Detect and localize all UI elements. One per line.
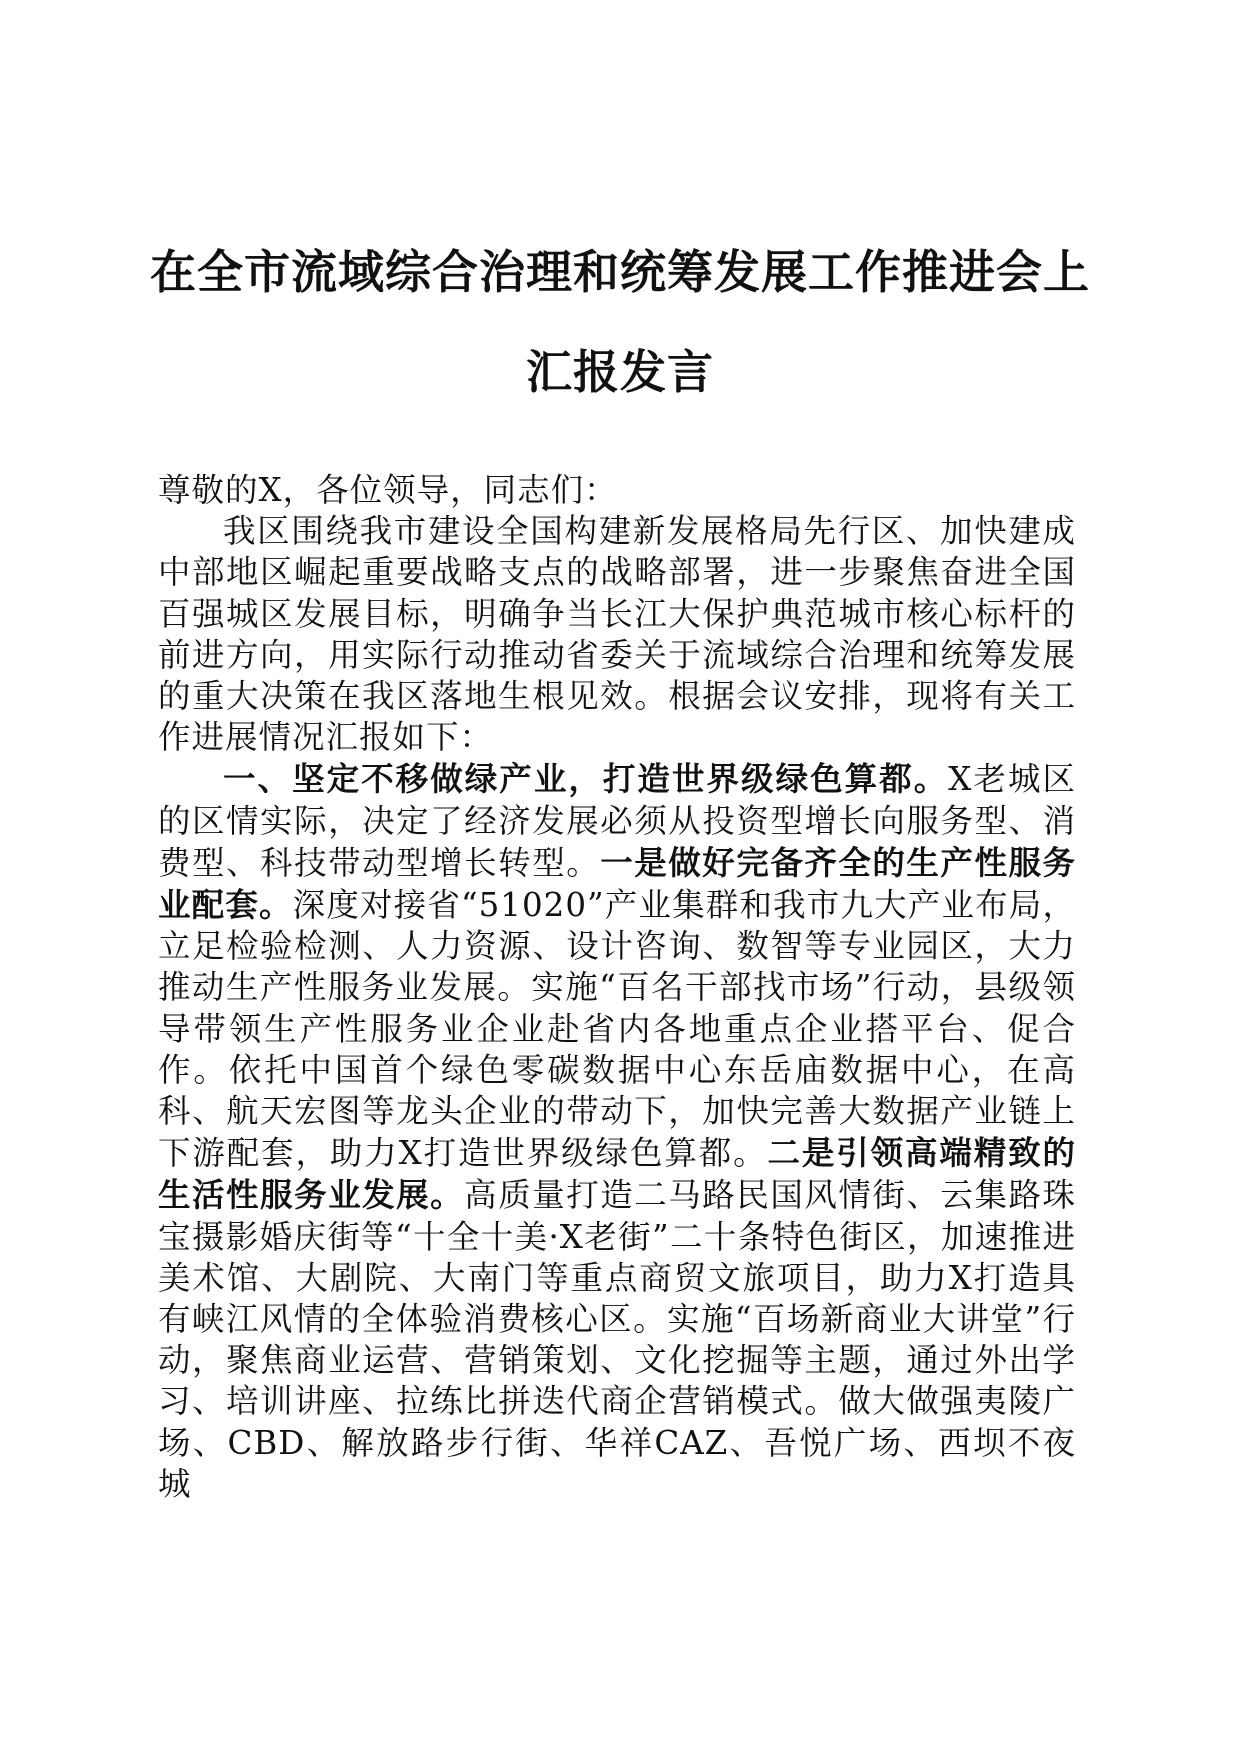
document-body (158, 470, 1076, 1505)
document-title: 在全市流域综合治理和统筹发展工作推进会上汇报发言 (150, 245, 1090, 399)
section-1-lead: X老城区的区情实际，决定了经济发展必须从投资型增长向服务型、消费型、科技带动型增长转型。 (158, 760, 1076, 882)
point-1-text: 深度对接省“51020”产业集群和我市九大产业布局，立足检验检测、人力资源、设计咨询、数智等专业园区，大力推动生产性服务业发展。实施“百名干部找市场”行动，县级领导带领生产性服务业企业赴省内各地重点企业搭平台、促合作。依托中国首个绿色零碳数据中心东岳庙数据中心，在高科、航天宏图等龙头企业的带动下，加快完善大数据产业链上下游配套，助力X打造世界级绿色算都。 (158, 886, 1076, 1173)
salutation: 尊敬的X，各位领导，同志们： (158, 471, 618, 509)
point-2-heading: 二是引领高端精致的生活性服务业发展。 (158, 1133, 1076, 1215)
point-2-text: 高质量打造二马路民国风情街、云集路珠宝摄影婚庆街等“十全十美·X老街”二十条特色街区，加速推进美术馆、大剧院、大南门等重点商贸文旅项目，助力X打造具有峡江风情的全体验消费核心区。实施“百场新商业大讲堂”行动，聚焦商业运营、营销策划、文化挖掘等主题，通过外出学习、培训讲座、拉练比拼迭代商企营销模式。做大做强夷陵广场、CBD、解放路步行街、华祥CAZ、吾悦广场、西坝不夜城 (158, 1176, 1076, 1503)
point-1-heading: 一是做好完备齐全的生产性服务业配套。 (158, 842, 1076, 925)
section-1-paragraph (158, 758, 1076, 1505)
intro-paragraph: 我区围绕我市建设全国构建新发展格局先行区、加快建成中部地区崛起重要战略支点的战略部署，进一步聚焦奋进全国百强城区发展目标，明确争当长江大保护典范城市核心标杆的前进方向，用实际行动推动省委关于流域综合治理和统筹发展的重大决策在我区落地生根见效。根据会议安排，现将有关工作进展情况汇报如下： (158, 512, 1076, 757)
section-1-heading: 一、坚定不移做绿产业，打造世界级绿色算都。 (223, 759, 949, 799)
